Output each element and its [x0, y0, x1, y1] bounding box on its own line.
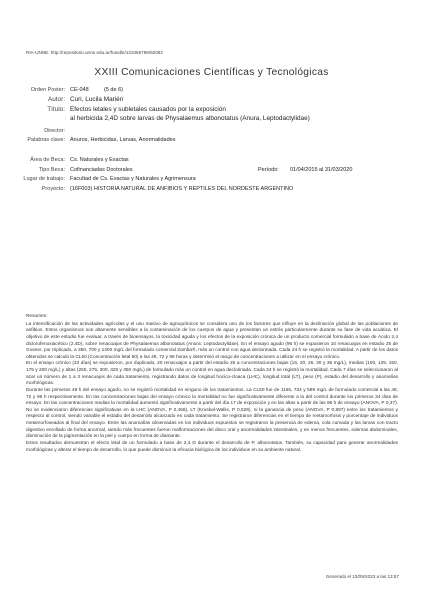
lugar-value: Facultad de Cs. Exactas y Naturales y Agrimensura [70, 176, 196, 182]
abstract-body [26, 322, 398, 455]
director-label: Director: [44, 128, 65, 134]
abstract-paragraph: Durante las primeras 48 h del ensayo agudo, no se registró mortalidad en ninguno de los tratamientos. La CL50 fue de 1165, 734 y 599 mg/L de formulado comercial a las 48, 72 y 96 h respectivamente. En las concentraciones bajas del ensayo crónico la mortalidad no fue significativamente diferente a la del control durante los primeros 34 días de ensayo. En las concentraciones medias la mortalidad aumentó significativamente a partir del día 17 de exposición y en las altas a partir de las 96 h de ensayo (ANOVA, P 0,37). No se evidenciaron diferencias significativas en la LHC (ANOVA, P 0,468), LT (Kruskal-Wallis, P 0,629), ni la ganancia de peso (ANOVA, P 0,897) entre los tratamientos y respecto al control, siendo variable el estadio del desarrollo alcanzado en cada tratamiento. Se registraron diferencias en el tiempo de metamorfosis y porcentaje de individuos metamorfoseados al final del ensayo. Entre las anomalías observadas en los individuos expuestos se registraron la presencia de edema, cola curvada y las larvas con tracto digestivo enrollado de forma anormal, siendo más frecuentes fueron malformaciones del disco oral y anormalidades intestinales, y en menos frecuentes, edemas abdominales, disminución de la pigmentación en la piel y cuerpo en forma de diamante. [26, 387, 398, 440]
resumen-label: Resumen: [26, 314, 48, 319]
palabras-value: Anuros, Herbicidas, Larvas, Anormalidades [70, 137, 176, 143]
lugar-label: Lugar de trabajo: [23, 176, 65, 182]
abstract-paragraph: Estos resultados demuestran el efecto letal de un formulado a base de 2,4 D durante el desarrollo de P. albonotatus. También, su capacidad para generar anormalidades morfológicas y alterar el tiempo de desarrollo, lo que puede disminuir la eficacia biológica de los individuos en su ambiente natural. [26, 440, 398, 453]
generated-timestamp: Generado el 13/09/2023 a las 13:57 [325, 574, 399, 579]
tipo-value: Cofinanciadas Doctorales [70, 167, 133, 173]
abstract-paragraph: La intensificación de las actividades agrícolas y el uso masivo de agroquímicos se considera uno de los factores que influye en la declinación global de las poblaciones de anfibios. Estos organismos son altamente sensibles a la contaminación de los cuerpos de agua y presentan un estrés particularmente durante su fase de vida acuática. El objetivo de este estudio fue evaluar, a través de bioensayos, la toxicidad aguda y los efectos de la exposición crónica de un producto comercial formulado a base de Ácido 2,4 diclorofenoxiacético (2,4D), sobre renacuajos de Physalaemus albonotatus (Anura: Leptodactylidae). En el ensayo agudo (96 h) se expusieron 10 renacuajos en estadio 25 de Gosner, por triplicado, a 350, 700 y 1400 mg/L del formulado comercial Zamba®, más un control con agua declorinada. Cada 24 h se registró la mortalidad. A partir de los datos obtenidos se calculó la CL50 (Concentración letal 50) a las 48, 72 y 96 horas y determinó el rango de concentraciones a utilizar en el ensayo crónico. [26, 321, 398, 360]
palabras-label: Palabras clave: [27, 137, 65, 143]
periodo-label: Período: [258, 167, 279, 173]
autor-value: Curi, Lucila Marién [70, 96, 124, 103]
orden-label: Orden Poster: [30, 87, 65, 93]
periodo-value: 01/04/2015 al 31/03/2020 [290, 167, 353, 173]
tipo-label: Tipo Beca: [38, 167, 65, 173]
autor-label: Autor: [47, 96, 65, 103]
abstract [26, 314, 398, 454]
proyecto-label: Proyecto: [41, 186, 65, 192]
titulo-label: Título: [47, 106, 65, 113]
orden-extra: (5 de 6) [104, 87, 123, 93]
titulo-row [0, 106, 423, 126]
orden-value: CE-048 [70, 87, 89, 93]
event-title: XXIII Comunicaciones Científicas y Tecnológicas [94, 67, 329, 78]
repository-url[interactable]: RIA-UNNE: http://repositorio.unne.edu.ar/handle/123456789/50062 [26, 50, 163, 55]
titulo-line-1: Efectos letales y subletales causados por la exposición [70, 106, 226, 113]
proyecto-value: (16F003) HISTORIA NATURAL DE ANFIBIOS Y REPTILES DEL NORDESTE ARGENTINO [70, 186, 294, 192]
abstract-paragraph: En el ensayo crónico (33 días) se expusieron, por duplicado, 20 renacuajos a partir del estadio 25 a concentraciones bajas (15, 20, 25, 30 y 35 mg/L), medias (100, 125, 150, 175 y 200 mg/L) y altas (250, 275, 300, 325 y 350 mg/L) de formulado más un control en agua declorinada. Cada 24 h se registró la mortalidad. Cada 7 días se seleccionaron al azar un número de 1 a 3 renacuajos de cada tratamiento, registrando datos de longitud hocico-cloaca (LHC), longitud total (LT), peso (P), estadio del desarrollo y anomalías morfológicas. [26, 361, 398, 387]
area-value: Cs. Naturales y Exactas [70, 157, 129, 163]
titulo-line-2: al herbicida 2,4D sobre larvas de Physalaemus albonotatus (Anura, Leptodactylidae) [70, 115, 310, 122]
area-label: Área de Beca: [30, 157, 65, 163]
